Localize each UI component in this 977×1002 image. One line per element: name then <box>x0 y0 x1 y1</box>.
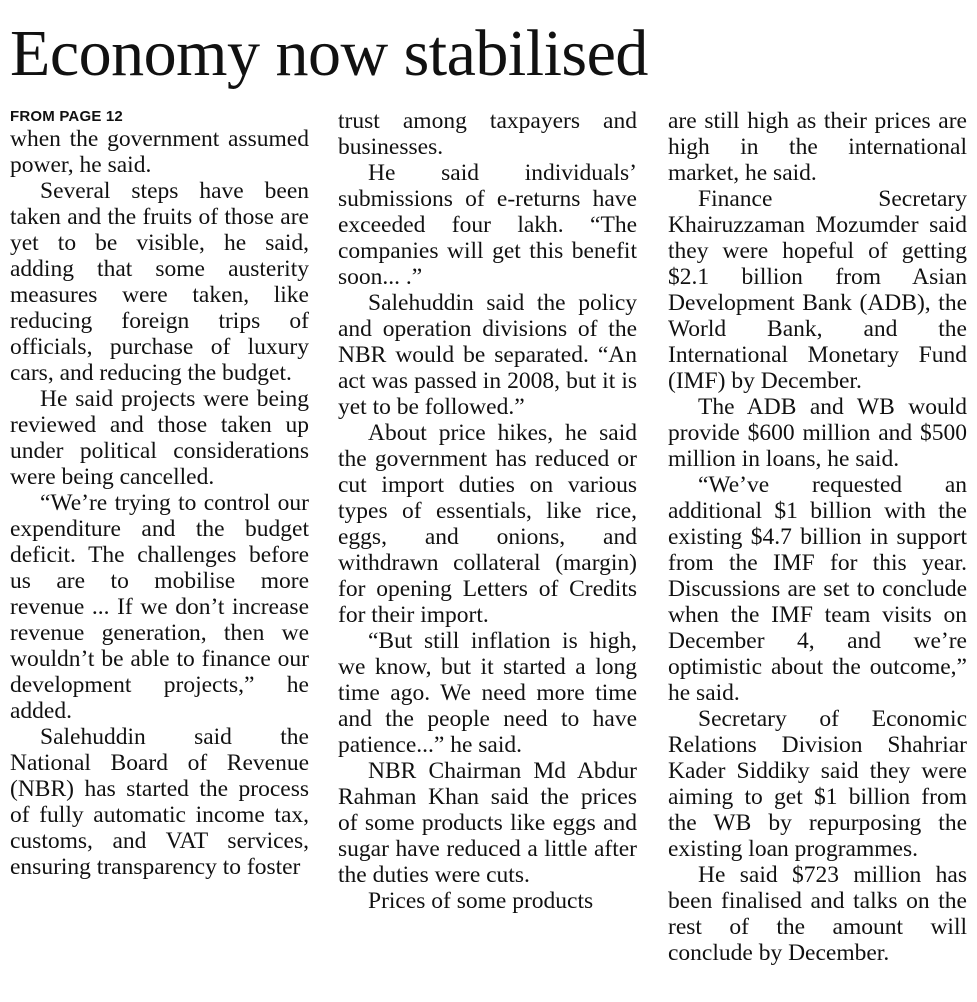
article-column-3 <box>668 108 967 966</box>
article-column-2 <box>338 108 637 914</box>
paragraph: He said $723 million has been finalised and talks on the rest of the amount will conclude by December. <box>668 862 967 966</box>
paragraph: Salehuddin said the policy and operation divisions of the NBR would be separated. “An act was passed in 2008, but it is yet to be followed.” <box>338 290 637 420</box>
paragraph: are still high as their prices are high in the international market, he said. <box>668 108 967 186</box>
paragraph: NBR Chairman Md Abdur Rahman Khan said the prices of some products like eggs and sugar have reduced a little after the duties were cuts. <box>338 758 637 888</box>
paragraph: Salehuddin said the National Board of Revenue (NBR) has started the process of fully automatic income tax, customs, and VAT services, ensuring transparency to foster <box>10 724 309 880</box>
paragraph: trust among taxpayers and businesses. <box>338 108 637 160</box>
paragraph: He said individuals’ submissions of e-returns have exceeded four lakh. “The companies will get this benefit soon... .” <box>338 160 637 290</box>
paragraph: “We’ve requested an additional $1 billion with the existing $4.7 billion in support from the IMF for this year. Discussions are set to conclude when the IMF team visits on December 4, and we’re optimistic about the outcome,” he said. <box>668 472 967 706</box>
paragraph: Finance Secretary Khairuzzaman Mozumder said they were hopeful of getting $2.1 billion from Asian Development Bank (ADB), the World Bank, and the International Monetary Fund (IMF) by December. <box>668 186 967 394</box>
headline: Economy now stabilised <box>10 17 648 90</box>
paragraph: Prices of some products <box>368 888 594 914</box>
paragraph: The ADB and WB would provide $600 million and $500 million in loans, he said. <box>668 394 967 472</box>
paragraph: About price hikes, he said the government has reduced or cut import duties on various types of essentials, like rice, eggs, and onions, and withdrawn collateral (margin) for opening Letters of Credits for their import. <box>338 420 637 628</box>
article-column-1 <box>10 108 309 880</box>
paragraph: Several steps have been taken and the fruits of those are yet to be visible, he said, adding that some austerity measures were taken, like reducing foreign trips of officials, purchase of luxury cars, and reducing the budget. <box>10 178 309 386</box>
paragraph: “We’re trying to control our expenditure and the budget deficit. The challenges before us are to mobilise more revenue ... If we don’t increase revenue generation, then we wouldn’t be able to finance our development projects,” he added. <box>10 490 309 724</box>
paragraph: He said projects were being reviewed and those taken up under political considerations were being cancelled. <box>10 386 309 490</box>
paragraph: “But still inflation is high, we know, but it started a long time ago. We need more time and the people need to have patience...” he said. <box>338 628 637 758</box>
jump-line: FROM PAGE 12 <box>10 108 123 125</box>
paragraph: when the government assumed power, he said. <box>10 126 309 178</box>
paragraph: Secretary of Economic Relations Division Shahriar Kader Siddiky said they were aiming to get $1 billion from the WB by repurposing the existing loan programmes. <box>668 706 967 862</box>
